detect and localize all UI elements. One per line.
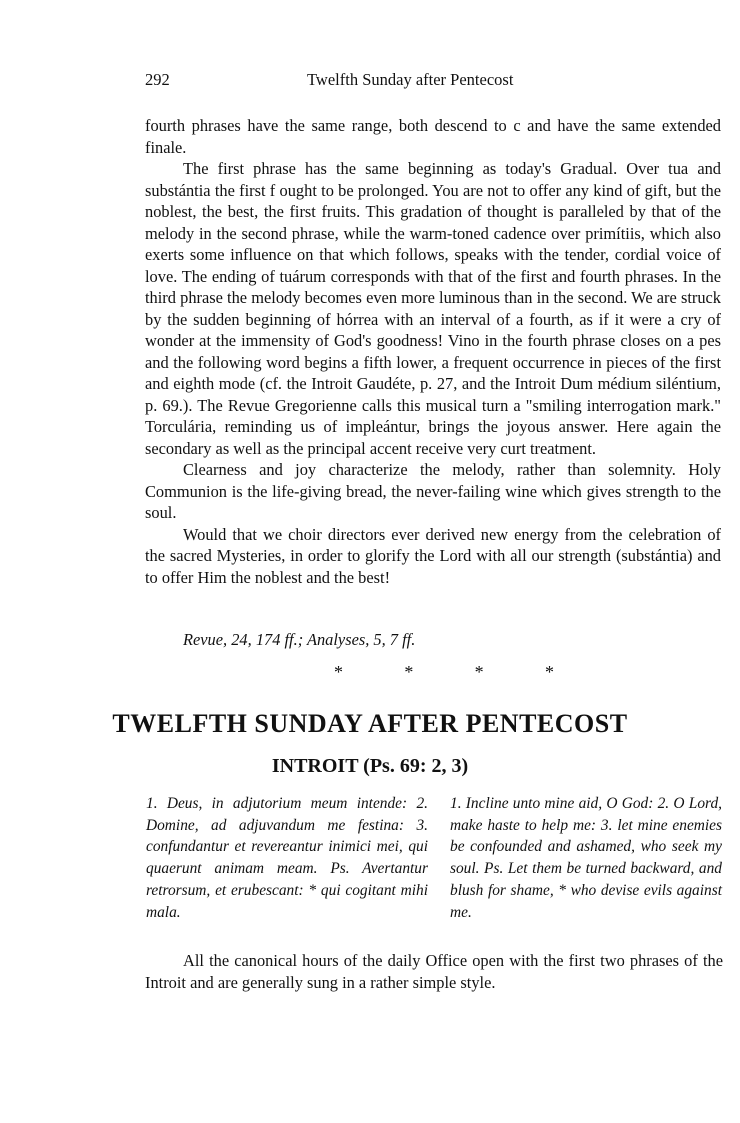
divider-star: * xyxy=(334,662,343,682)
section-subtitle: INTROIT (Ps. 69: 2, 3) xyxy=(271,755,469,777)
commentary-text xyxy=(145,115,721,588)
latin-text-column: 1. Deus, in adjutorium meum intende: 2. Domine, ad adjuvandum me festina: 3. confundantur et revereantur inimici mei, qui quaerunt animam meam. Ps. Avertantur retrorsum, et erubescant: * qui cogitant mihi mala. xyxy=(146,795,428,921)
page-header xyxy=(145,70,725,94)
bibliographic-reference: Revue, 24, 174 ff.; Analyses, 5, 7 ff. xyxy=(183,630,416,649)
section-divider xyxy=(334,662,554,684)
paragraph-1: fourth phrases have the same range, both descend to c and have the same extended finale. xyxy=(145,116,721,157)
paragraph-4: Would that we choir directors ever derived new energy from the celebration of the sacred Mysteries, in order to glorify the Lord with all our strength (substántia) and to offer Him the noblest and the best! xyxy=(145,524,721,587)
page-number: 292 xyxy=(145,70,170,89)
paragraph-2: The first phrase has the same beginning as today's Gradual. Over tua and substántia the first f ought to be prolonged. You are not to offer any kind of gift, but the noblest, the best, the first fruits. This gradation of thought is paralleled by that of the melody in the second phrase, while the warm-toned cadence over primítiis, which also exerts some influence on that which follows, speaks with the tender, cordial voice of love. The ending of tuárum corresponds with that of the first and fourth phrases. In the third phrase the melody becomes even more luminous than in the second. We are struck by the sudden beginning of hórrea with an interval of a fourth, as if it were a cry of wonder at the immensity of God's goodness! Vino in the fourth phrase closes on a pes and the following word begins a fifth lower, a frequent occurrence in pieces of the first and eighth mode (cf. the Introit Gaudéte, p. 27, and the Introit Dum médium siléntium, p. 69.). The Revue Gregorienne calls this musical turn a "smiling interrogation mark." Torculária, reminding us of impleántur, brings the joyous answer. Here again the secondary as well as the principal accent receive very curt treatment. xyxy=(145,159,721,458)
english-text-column: 1. Incline unto mine aid, O God: 2. O Lord, make haste to help me: 3. let mine enemies be confounded and ashamed, who seek my soul. Ps. Let them be turned backward, and blush for shame, * who devise evils against me. xyxy=(450,795,722,921)
section-title: TWELFTH SUNDAY AFTER PENTECOST xyxy=(112,709,628,738)
closing-text xyxy=(145,950,723,993)
paragraph-3: Clearness and joy characterize the melody, rather than solemnity. Holy Communion is the life-giving bread, the never-failing wine which gives strength to the soul. xyxy=(145,460,721,522)
divider-star: * xyxy=(544,662,554,682)
divider-star: * xyxy=(404,662,414,682)
running-title: Twelfth Sunday after Pentecost xyxy=(307,70,514,89)
closing-paragraph: All the canonical hours of the daily Office open with the first two phrases of the Introit and are generally sung in a rather simple style. xyxy=(145,951,723,992)
divider-star: * xyxy=(474,662,484,682)
